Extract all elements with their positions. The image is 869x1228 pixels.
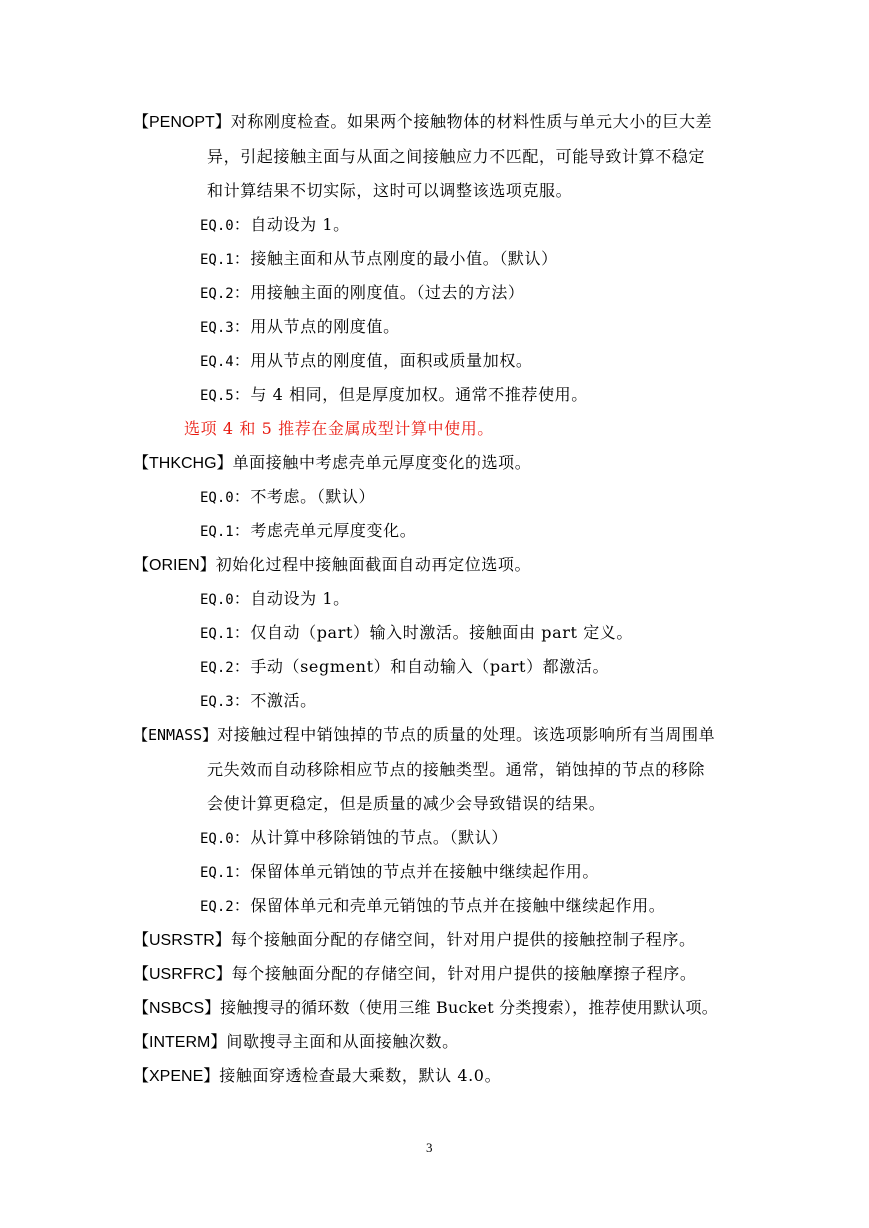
option-line xyxy=(200,623,633,644)
option-text: ：自动设为 1。 xyxy=(233,589,350,608)
nsbcs-description: 接触搜寻的循环数（使用三维 Bucket 分类搜索），推荐使用默认项。 xyxy=(220,998,718,1017)
option-text: ：不激活。 xyxy=(233,691,317,710)
option-line xyxy=(200,828,508,849)
option-key: EQ.5 xyxy=(200,388,234,404)
penopt-description-line-3: 和计算结果不切实际，这时可以调整该选项克服。 xyxy=(207,181,573,200)
usrfrc-keyword: 【USRFRC】 xyxy=(133,966,232,983)
option-line xyxy=(200,249,558,270)
option-key: EQ.4 xyxy=(200,354,234,370)
orien-keyword: 【ORIEN】 xyxy=(133,557,216,574)
option-line xyxy=(200,521,416,542)
option-text: ：考虑壳单元厚度变化。 xyxy=(233,521,417,540)
penopt-keyword: 【PENOPT】 xyxy=(133,114,231,131)
option-key: EQ.3 xyxy=(200,320,234,336)
option-text: ：用从节点的刚度值。 xyxy=(233,317,400,336)
option-text: ：用接触主面的刚度值。（过去的方法） xyxy=(233,283,525,302)
penopt-description-line-1: 对称刚度检查。如果两个接触物体的材料性质与单元大小的巨大差 xyxy=(230,112,713,131)
thkchg-keyword: 【THKCHG】 xyxy=(133,455,233,472)
option-text: ：保留体单元和壳单元销蚀的节点并在接触中继续起作用。 xyxy=(233,896,666,915)
option-key: EQ.2 xyxy=(200,899,234,915)
xpene-keyword: 【XPENE】 xyxy=(133,1068,220,1085)
option-line xyxy=(200,589,350,610)
option-key: EQ.0 xyxy=(200,831,234,847)
option-line xyxy=(200,385,588,406)
option-text: ：从计算中移除销蚀的节点。（默认） xyxy=(233,828,508,847)
option-text: ：与 4 相同，但是厚度加权。通常不推荐使用。 xyxy=(233,385,588,404)
option-line xyxy=(200,657,609,678)
option-text: ：不考虑。（默认） xyxy=(233,487,376,506)
option-text: ：保留体单元销蚀的节点并在接触中继续起作用。 xyxy=(233,862,599,881)
option-line xyxy=(200,862,599,883)
option-line xyxy=(200,351,533,372)
penopt-paragraph xyxy=(133,112,712,133)
penopt-note: 选项 4 和 5 推荐在金属成型计算中使用。 xyxy=(184,419,494,438)
option-text: ：仅自动（part）输入时激活。接触面由 part 定义。 xyxy=(233,623,634,642)
option-key: EQ.1 xyxy=(200,865,234,881)
option-key: EQ.2 xyxy=(200,660,234,676)
xpene-description: 接触面穿透检查最大乘数，默认 4.0。 xyxy=(219,1066,502,1085)
usrstr-keyword: 【USRSTR】 xyxy=(133,932,231,949)
option-line xyxy=(200,317,400,338)
thkchg-paragraph xyxy=(133,453,531,474)
enmass-description-line-2: 元失效而自动移除相应节点的接触类型。通常，销蚀掉的节点的移除 xyxy=(207,760,706,779)
option-text: ：接触主面和从节点刚度的最小值。（默认） xyxy=(233,249,558,268)
xpene-paragraph xyxy=(133,1066,501,1087)
page-number: 3 xyxy=(426,1140,433,1155)
option-key: EQ.0 xyxy=(200,490,234,506)
interm-paragraph xyxy=(133,1032,459,1053)
option-key: EQ.2 xyxy=(200,286,234,302)
option-line xyxy=(200,283,525,304)
option-key: EQ.1 xyxy=(200,626,234,642)
option-line xyxy=(200,896,665,917)
option-line xyxy=(200,487,375,508)
option-text: ：自动设为 1。 xyxy=(233,215,350,234)
usrstr-description: 每个接触面分配的存储空间，针对用户提供的接触控制子程序。 xyxy=(230,930,696,949)
option-line xyxy=(200,215,350,236)
option-key: EQ.1 xyxy=(200,252,234,268)
usrstr-paragraph xyxy=(133,930,696,951)
orien-description: 初始化过程中接触面截面自动再定位选项。 xyxy=(215,555,532,574)
penopt-description-line-2: 异，引起接触主面与从面之间接触应力不匹配，可能导致计算不稳定 xyxy=(207,147,706,166)
orien-paragraph xyxy=(133,555,531,576)
thkchg-description: 单面接触中考虑壳单元厚度变化的选项。 xyxy=(232,453,532,472)
nsbcs-paragraph xyxy=(133,998,718,1019)
enmass-description-line-3: 会使计算更稳定，但是质量的减少会导致错误的结果。 xyxy=(207,794,606,813)
option-key: EQ.0 xyxy=(200,592,234,608)
enmass-keyword: 【ENMASS】 xyxy=(133,726,218,744)
usrfrc-description: 每个接触面分配的存储空间，针对用户提供的接触摩擦子程序。 xyxy=(231,964,697,983)
option-key: EQ.3 xyxy=(200,694,234,710)
enmass-description-line-1: 对接触过程中销蚀掉的节点的质量的处理。该选项影响所有当周围单 xyxy=(217,725,716,744)
option-line xyxy=(200,691,317,712)
enmass-paragraph xyxy=(133,725,715,745)
option-text: ：用从节点的刚度值，面积或质量加权。 xyxy=(233,351,533,370)
usrfrc-paragraph xyxy=(133,964,696,985)
option-key: EQ.1 xyxy=(200,524,234,540)
option-text: ：手动（segment）和自动输入（part）都激活。 xyxy=(233,657,610,676)
interm-keyword: 【INTERM】 xyxy=(133,1034,227,1051)
nsbcs-keyword: 【NSBCS】 xyxy=(133,1000,221,1017)
option-key: EQ.0 xyxy=(200,218,234,234)
interm-description: 间歇搜寻主面和从面接触次数。 xyxy=(226,1032,459,1051)
